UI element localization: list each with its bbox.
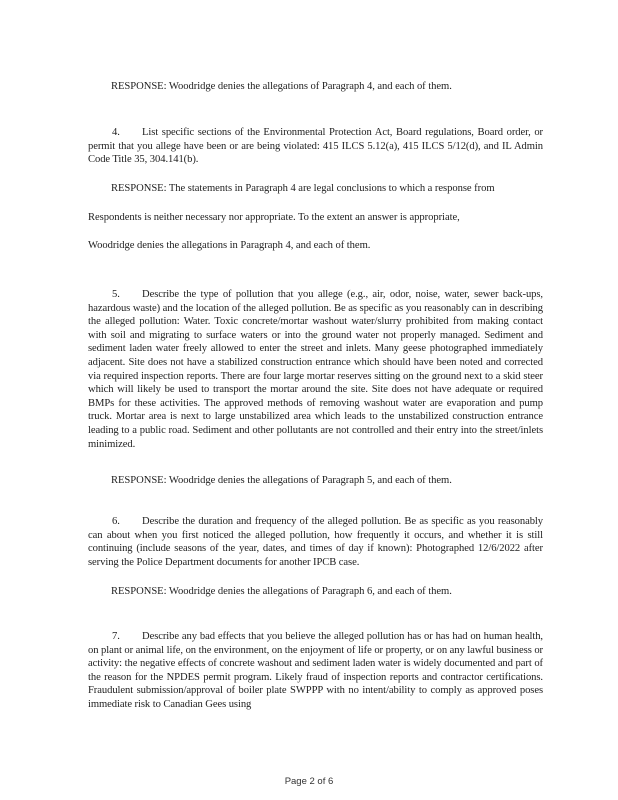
paragraph-6: [88, 515, 543, 569]
response-4-line-1: RESPONSE: The statements in Paragraph 4 are legal conclusions to which a response from: [111, 183, 495, 194]
paragraph-7-number: 7.: [112, 631, 120, 642]
response-paragraph-4-top: RESPONSE: Woodridge denies the allegations of Paragraph 4, and each of them.: [111, 81, 452, 92]
paragraph-5-text: Describe the type of pollution that you allege (e.g., air, odor, noise, water, sewer back-ups, hazardous waste) and the location of the alleged pollution. Be as specific as you reasonably can in describing the alleged pollution: Water. Toxic concrete/mortar washout water/slurry prohibited from making contact with soil and migrating to surface waters or into the ground water not properly managed. Sediment and sediment laden water freely allowed to enter the street and inlets. Many geese photographed immediately adjacent. Site does not have a stabilized construction entrance which should have been noted and corrected via required inspection reports. There are four large mortar reserves sitting on the ground next to a skid steer which will likely be used to transport the mortar around the site. Site does not have adequate or required BMPs for these activities. The approved methods of removing washout water are evaporation and pump truck. Mortar area is next to large unstabilized area which leads to the unstabilized construction entrance leading to a public road. Sediment and other pollutants are not controlled and their entry into the street/inlets minimized.: [88, 289, 543, 450]
response-paragraph-6: RESPONSE: Woodridge denies the allegations of Paragraph 6, and each of them.: [111, 586, 452, 597]
response-paragraph-5: RESPONSE: Woodridge denies the allegations of Paragraph 5, and each of them.: [111, 475, 452, 486]
paragraph-4-number: 4.: [112, 127, 120, 138]
response-4-line-2: Respondents is neither necessary nor appropriate. To the extent an answer is appropriate,: [88, 212, 460, 223]
paragraph-5: [88, 288, 543, 451]
paragraph-7-text: Describe any bad effects that you believe the alleged pollution has or has had on human health, on plant or animal life, on the environment, on the enjoyment of life or property, or on any lawful business or activity: the negative effects of concrete washout and sediment laden water is widely documented and part of the reason for the NPDES permit program. Likely fraud of inspection reports and contractor certifications. Fraudulent submission/approval of boiler plate SWPPP with no intent/ability to comply as approved poses immediate risk to Canadian Gees using: [88, 631, 543, 710]
paragraph-6-text: Describe the duration and frequency of the alleged pollution. Be as specific as you reasonably can about when you first noticed the alleged pollution, how frequently it occurs, and whether it is still continuing (include seasons of the year, dates, and times of day if known): Photographed 12/6/2022 after serving the Police Department documents for another IPCB case.: [88, 516, 543, 568]
paragraph-5-number: 5.: [112, 289, 120, 300]
page-number-footer: Page 2 of 6: [284, 776, 334, 787]
paragraph-4-text: List specific sections of the Environmental Protection Act, Board regulations, Board order, or permit that you allege have been or are being violated: 415 ILCS 5.12(a), 415 ILCS 5/12(d), and IL Admin Code Title 35, 304.141(b).: [88, 127, 543, 166]
paragraph-6-number: 6.: [112, 516, 120, 527]
response-4-line-3: Woodridge denies the allegations in Paragraph 4, and each of them.: [88, 240, 371, 251]
paragraph-4: [88, 126, 543, 167]
paragraph-7: [88, 630, 543, 712]
